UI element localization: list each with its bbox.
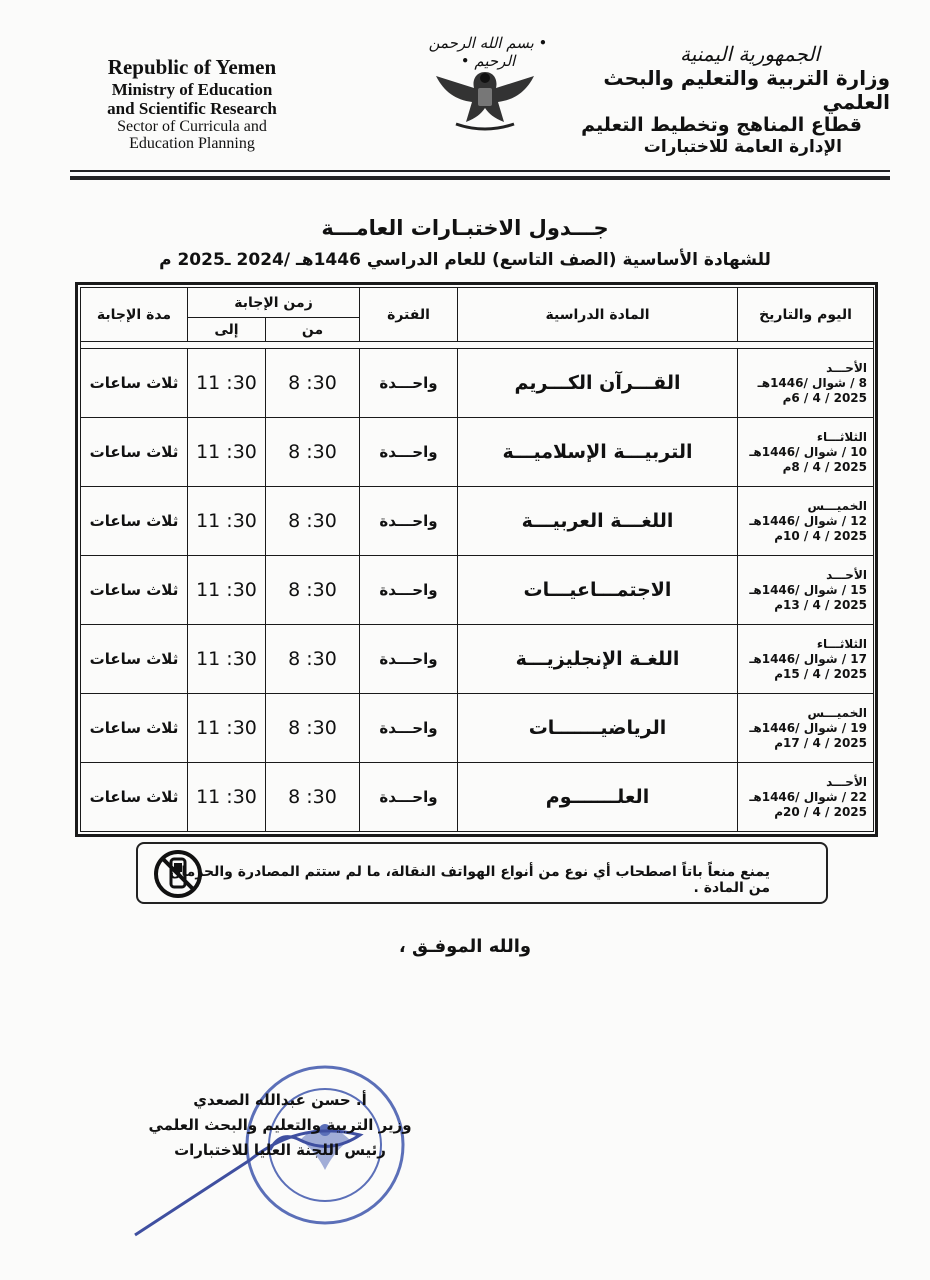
end-time-cell: 11 :30: [188, 763, 266, 832]
header-period: الفترة: [360, 288, 458, 342]
sector-name-ar: قطاع المناهج وتخطيط التعليم: [581, 114, 862, 136]
table-row: [81, 625, 874, 694]
hijri-date: 22 / شوال /1446هـ: [749, 789, 867, 804]
hijri-date: 12 / شوال /1446هـ: [749, 513, 867, 528]
day-name: الأحـــد: [826, 774, 867, 789]
gregorian-date: 2025 / 4 / 8م: [782, 459, 867, 474]
header-rule-thick: [70, 176, 890, 180]
header-duration: مدة الإجابة: [81, 288, 188, 342]
day-name: الثلاثـــاء: [816, 636, 867, 651]
ministry-name-ar: وزارة التربية والتعليم والبحث العلمي: [603, 66, 890, 114]
table-row: [81, 763, 874, 832]
table-row: [81, 556, 874, 625]
subject-cell: اللغـــة العربيـــة: [458, 487, 738, 556]
subject-cell: اللغـة الإنجليزيـــة: [458, 625, 738, 694]
day-date-cell: [738, 763, 874, 832]
duration-cell: ثلاث ساعات: [81, 694, 188, 763]
period-cell: واحـــدة: [360, 625, 458, 694]
duration-cell: ثلاث ساعات: [81, 763, 188, 832]
day-date-cell: [738, 694, 874, 763]
start-time-cell: 8 :30: [266, 694, 360, 763]
gregorian-date: 2025 / 4 / 10م: [774, 528, 867, 543]
start-time-cell: 8 :30: [266, 556, 360, 625]
document-title: جـــدول الاختبـارات العامـــة: [321, 216, 609, 240]
country-name-en: Republic of Yemen: [107, 55, 277, 79]
header-to: إلى: [188, 318, 266, 342]
start-time-cell: 8 :30: [266, 487, 360, 556]
subject-cell: العلـــــــوم: [458, 763, 738, 832]
table-row: [81, 487, 874, 556]
day-name: الخميـــس: [807, 705, 867, 720]
start-time-cell: 8 :30: [266, 625, 360, 694]
day-date-cell: [738, 625, 874, 694]
department-name-ar: الإدارة العامة للاختبارات: [643, 136, 842, 157]
table-row: [81, 349, 874, 418]
signatory-title-1: وزير التربية والتعليم والبحث العلمي: [148, 1115, 412, 1134]
ministry-name-en-1: Ministry of Education: [111, 79, 273, 99]
closing-phrase: والله الموفـق ،: [398, 936, 532, 957]
end-time-cell: 11 :30: [188, 625, 266, 694]
header-from: من: [266, 318, 360, 342]
republic-name-ar: الجمهورية اليمنية: [679, 42, 820, 66]
day-name: الخميـــس: [807, 498, 867, 513]
subject-cell: القـــرآن الكـــريم: [458, 349, 738, 418]
table-row: [81, 418, 874, 487]
day-date-cell: [738, 418, 874, 487]
day-name: الثلاثـــاء: [816, 429, 867, 444]
day-name: الأحـــد: [826, 567, 867, 582]
table-row: [81, 694, 874, 763]
start-time-cell: 8 :30: [266, 418, 360, 487]
period-cell: واحـــدة: [360, 418, 458, 487]
header-gap: [81, 342, 874, 349]
header-day-date: اليوم والتاريخ: [738, 288, 874, 342]
signature-block: [110, 1088, 450, 1162]
gregorian-date: 2025 / 4 / 6م: [782, 390, 867, 405]
period-cell: واحـــدة: [360, 694, 458, 763]
day-date-cell: [738, 556, 874, 625]
sector-name-en-2: Education Planning: [129, 135, 255, 153]
english-letterhead: [72, 56, 312, 153]
ministry-name-en-2: and Scientific Research: [107, 98, 277, 118]
exam-schedule-table: [80, 287, 874, 832]
duration-cell: ثلاث ساعات: [81, 349, 188, 418]
end-time-cell: 11 :30: [188, 349, 266, 418]
day-date-cell: [738, 349, 874, 418]
period-cell: واحـــدة: [360, 487, 458, 556]
end-time-cell: 11 :30: [188, 487, 266, 556]
header-rule-thin: [70, 170, 890, 172]
hijri-date: 10 / شوال /1446هـ: [749, 444, 867, 459]
duration-cell: ثلاث ساعات: [81, 418, 188, 487]
hijri-date: 19 / شوال /1446هـ: [749, 720, 867, 735]
day-date-cell: [738, 487, 874, 556]
subject-cell: الرياضيـــــــات: [458, 694, 738, 763]
subject-cell: التربيـــة الإسلاميـــة: [458, 418, 738, 487]
duration-cell: ثلاث ساعات: [81, 625, 188, 694]
basmala: • بسم الله الرحمن الرحيم •: [428, 34, 548, 70]
end-time-cell: 11 :30: [188, 694, 266, 763]
end-time-cell: 11 :30: [188, 418, 266, 487]
arabic-letterhead: [560, 42, 890, 157]
period-cell: واحـــدة: [360, 763, 458, 832]
period-cell: واحـــدة: [360, 349, 458, 418]
schedule-body: [81, 349, 874, 832]
duration-cell: ثلاث ساعات: [81, 487, 188, 556]
duration-cell: ثلاث ساعات: [81, 556, 188, 625]
sector-name-en-1: Sector of Curricula and: [117, 117, 267, 135]
document-subtitle: للشهادة الأساسية (الصف التاسع) للعام الدراسي 1446هـ /2024 ـ2025 م: [159, 250, 771, 270]
gregorian-date: 2025 / 4 / 20م: [774, 804, 867, 819]
gregorian-date: 2025 / 4 / 17م: [774, 735, 867, 750]
end-time-cell: 11 :30: [188, 556, 266, 625]
day-name: الأحـــد: [826, 360, 867, 375]
gregorian-date: 2025 / 4 / 13م: [774, 597, 867, 612]
period-cell: واحـــدة: [360, 556, 458, 625]
signatory-name: أ. حسن عبدالله الصعدي: [193, 1091, 367, 1109]
yemen-eagle-emblem-icon: [426, 62, 544, 134]
header-answer-time: زمن الإجابة: [188, 288, 360, 318]
signatory-title-2: رئيس اللجنة العليا للاختبارات: [174, 1140, 386, 1159]
hijri-date: 17 / شوال /1446هـ: [749, 651, 867, 666]
start-time-cell: 8 :30: [266, 763, 360, 832]
gregorian-date: 2025 / 4 / 15م: [774, 666, 867, 681]
header-subject: المادة الدراسية: [458, 288, 738, 342]
phone-notice-text: يمنع منعاً باتاً اصطحاب أي نوع من أنواع الهواتف النقالة، ما لم ستتم المصادرة والحرمان من المادة .: [169, 864, 770, 896]
start-time-cell: 8 :30: [266, 349, 360, 418]
subject-cell: الاجتمـــاعيـــات: [458, 556, 738, 625]
hijri-date: 8 / شوال /1446هـ: [757, 375, 867, 390]
hijri-date: 15 / شوال /1446هـ: [749, 582, 867, 597]
